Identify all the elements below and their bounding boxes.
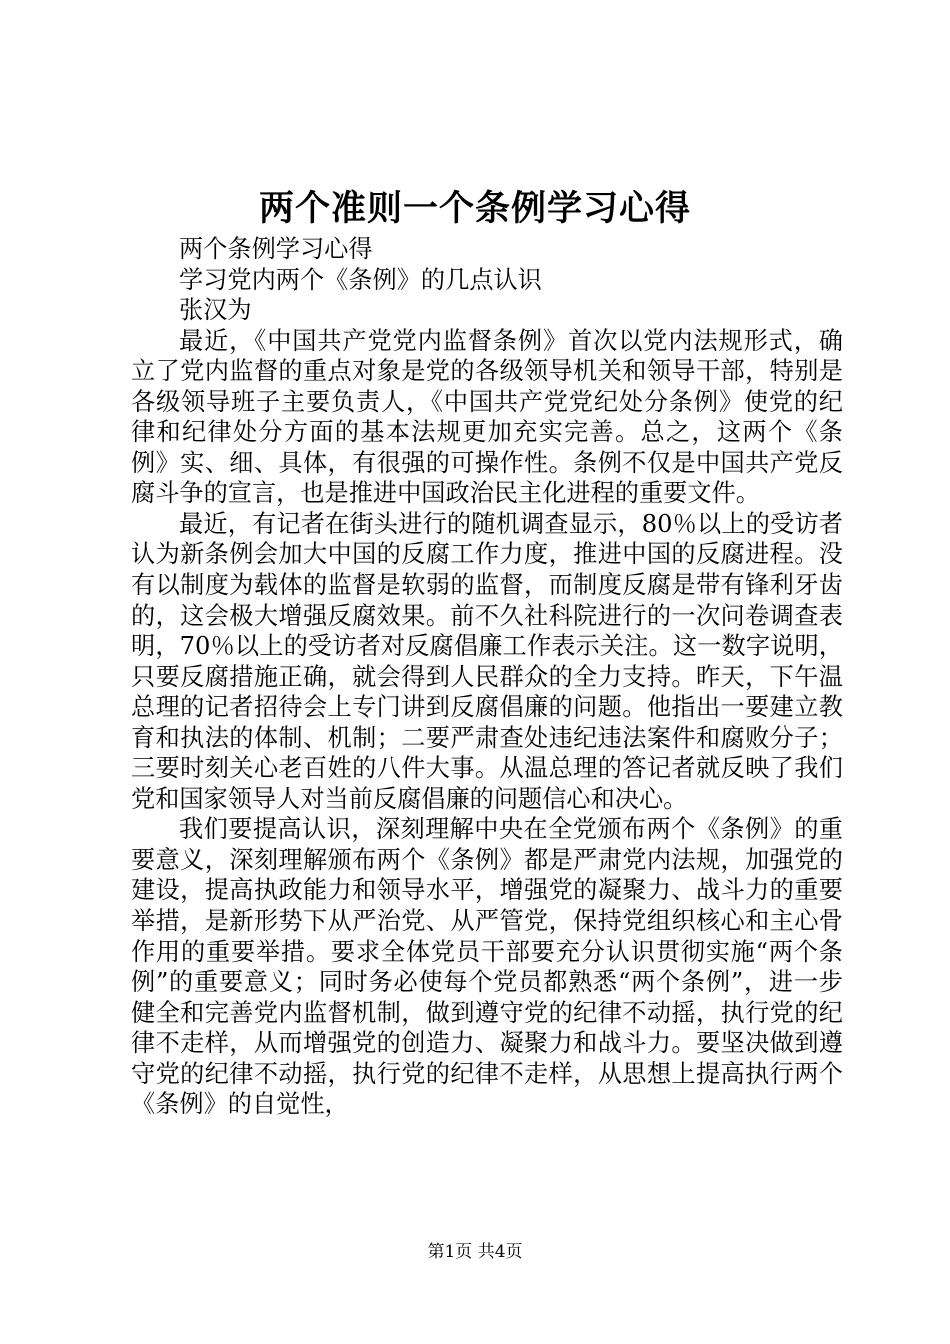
subtitle-paragraph: 两个条例学习心得 [179,235,373,263]
author-paragraph: 张汉为 [179,296,252,325]
heading-paragraph: 学习党内两个《条例》的几点认识 [179,265,542,294]
document-body [131,234,843,1120]
page-footer: 第1页 共4页 [427,1242,523,1262]
body-paragraph: 我们要提高认识，深刻理解中央在全党颁布两个《条例》的重要意义，深刻理解颁布两个《条例》都是严肃党内法规，加强党的建设，提高执政能力和领导水平，增强党的凝聚力、战斗力的重要举措，是新形势下从严治党、从严管党，保持党组织核心和主心骨作用的重要举措。要求全体党员干部要充分认识贯彻实施“两个条例”的重要意义；同时务必使每个党员都熟悉“两个条例”，进一步健全和完善党内监督机制，做到遵守党的纪律不动摇，执行党的纪律不走样，从而增强党的创造力、凝聚力和战斗力。要坚决做到遵守党的纪律不动摇，执行党的纪律不走样，从思想上提高执行两个《条例》的自觉性， [131,815,843,1119]
body-paragraph: 最近，有记者在街头进行的随机调查显示，80％以上的受访者认为新条例会加大中国的反腐工作力度，推进中国的反腐进程。没有以制度为载体的监督是软弱的监督，而制度反腐是带有锋利牙齿的，这会极大增强反腐效果。前不久社科院进行的一次问卷调查表明，70％以上的受访者对反腐倡廉工作表示关注。这一数字说明，只要反腐措施正确，就会得到人民群众的全力支持。昨天，下午温总理的记者招待会上专门讲到反腐倡廉的问题。他指出一要建立教育和执法的体制、机制；二要严肃查处违纪违法案件和腐败分子；三要时刻关心老百姓的八件大事。从温总理的答记者就反映了我们党和国家领导人对当前反腐倡廉的问题信心和决心。 [131,509,843,813]
document-title: 两个准则一个条例学习心得 [258,188,691,229]
body-paragraph: 最近，《中国共产党党内监督条例》首次以党内法规形式，确立了党内监督的重点对象是党的各级领导机关和领导干部，特别是各级领导班子主要负责人，《中国共产党党纪处分条例》使党的纪律和纪律处分方面的基本法规更加充实完善。总之，这两个《条例》实、细、具体，有很强的可操作性。条例不仅是中国共产党反腐斗争的宣言，也是推进中国政治民主化进程的重要文件。 [131,326,843,508]
